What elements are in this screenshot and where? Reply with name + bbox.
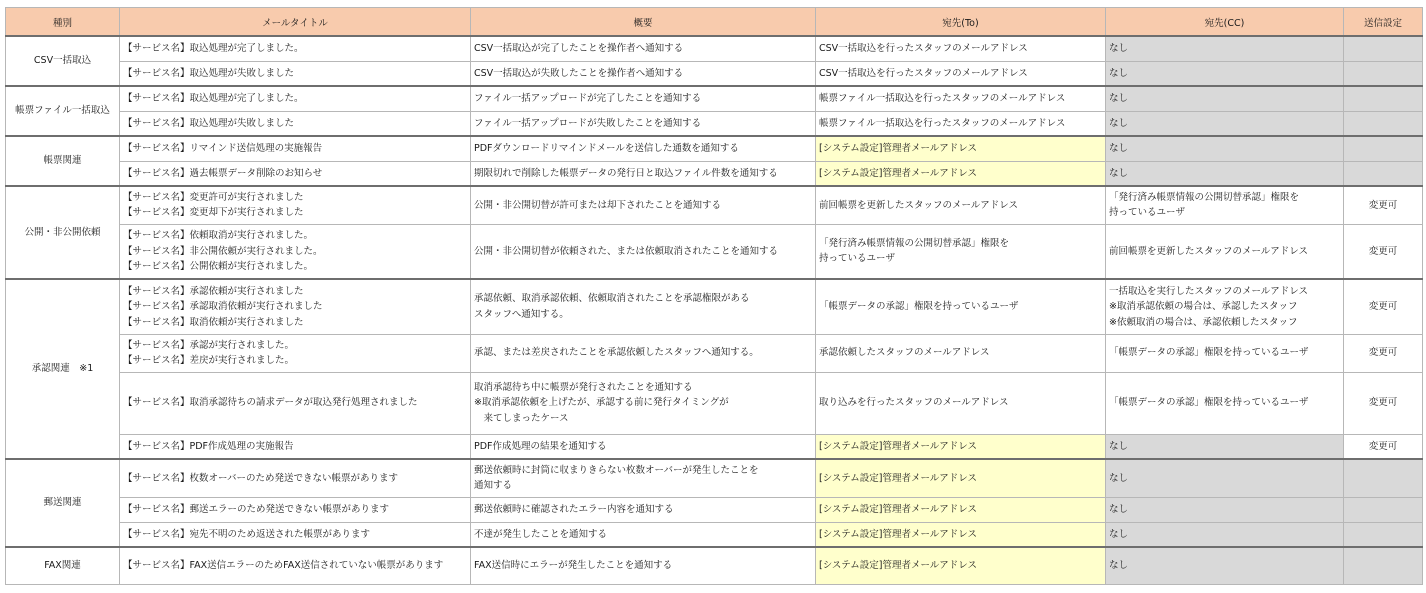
category-cell: 帳票関連 <box>6 136 120 186</box>
header-category: 種別 <box>6 8 120 37</box>
summary-cell: 期限切れで削除した帳票データの発行日と取込ファイル件数を通知する <box>471 161 816 186</box>
setting-cell: 変更可 <box>1344 334 1423 372</box>
table-row <box>6 136 1423 161</box>
to-cell: 前回帳票を更新したスタッフのメールアドレス <box>816 186 1106 224</box>
mail-title-cell: 【サービス名】郵送エラーのため発送できない帳票があります <box>120 497 471 522</box>
category-cell: 帳票ファイル一括取込 <box>6 86 120 136</box>
table-row <box>6 161 1423 186</box>
mail-title-cell: 【サービス名】取込処理が失敗しました <box>120 61 471 86</box>
setting-cell <box>1344 36 1423 61</box>
cc-cell: 「帳票データの承認」権限を持っているユーザ <box>1106 334 1344 372</box>
setting-cell: 変更可 <box>1344 434 1423 459</box>
table-row <box>6 186 1423 224</box>
category-cell: CSV一括取込 <box>6 36 120 86</box>
category-cell: FAX関連 <box>6 547 120 584</box>
setting-cell: 変更可 <box>1344 279 1423 334</box>
to-cell: CSV一括取込を行ったスタッフのメールアドレス <box>816 36 1106 61</box>
summary-cell: FAX送信時にエラーが発生したことを通知する <box>471 547 816 584</box>
summary-cell: 公開・非公開切替が依頼された、または依頼取消されたことを通知する <box>471 224 816 279</box>
mail-title-cell: 【サービス名】承認依頼が実行されました 【サービス名】承認取消依頼が実行されました 【サービス名】取消依頼が実行されました <box>120 279 471 334</box>
table-row <box>6 434 1423 459</box>
summary-cell: 取消承認待ち中に帳票が発行されたことを通知する ※取消承認依頼を上げたが、承認する前に発行タイミングが 来てしまったケース <box>471 372 816 434</box>
setting-cell <box>1344 111 1423 136</box>
summary-cell: 承認依頼、取消承認依頼、依頼取消されたことを承認権限がある スタッフへ通知する。 <box>471 279 816 334</box>
mail-notification-table <box>5 7 1423 585</box>
setting-cell <box>1344 136 1423 161</box>
mail-title-cell: 【サービス名】宛先不明のため返送された帳票があります <box>120 522 471 547</box>
mail-title-cell: 【サービス名】FAX送信エラーのためFAX送信されていない帳票があります <box>120 547 471 584</box>
to-cell: 承認依頼したスタッフのメールアドレス <box>816 334 1106 372</box>
setting-cell <box>1344 161 1423 186</box>
cc-cell: 前回帳票を更新したスタッフのメールアドレス <box>1106 224 1344 279</box>
cc-cell: なし <box>1106 459 1344 497</box>
header-summary: 概要 <box>471 8 816 37</box>
table-row <box>6 459 1423 497</box>
cc-cell: なし <box>1106 86 1344 111</box>
to-cell: CSV一括取込を行ったスタッフのメールアドレス <box>816 61 1106 86</box>
to-cell: [システム設定]管理者メールアドレス <box>816 547 1106 584</box>
cc-cell: なし <box>1106 136 1344 161</box>
cc-cell: なし <box>1106 111 1344 136</box>
setting-cell <box>1344 547 1423 584</box>
cc-cell: なし <box>1106 161 1344 186</box>
mail-title-cell: 【サービス名】PDF作成処理の実施報告 <box>120 434 471 459</box>
setting-cell <box>1344 61 1423 86</box>
cc-cell: 一括取込を実行したスタッフのメールアドレス ※取消承認依頼の場合は、承認したスタッフ ※依頼取消の場合は、承認依頼したスタッフ <box>1106 279 1344 334</box>
category-cell: 承認関連 ※1 <box>6 279 120 459</box>
header-title: メールタイトル <box>120 8 471 37</box>
header-to: 宛先(To) <box>816 8 1106 37</box>
to-cell: [システム設定]管理者メールアドレス <box>816 459 1106 497</box>
cc-cell: 「帳票データの承認」権限を持っているユーザ <box>1106 372 1344 434</box>
table-row <box>6 522 1423 547</box>
table-row <box>6 224 1423 279</box>
to-cell: 取り込みを行ったスタッフのメールアドレス <box>816 372 1106 434</box>
summary-cell: 公開・非公開切替が許可または却下されたことを通知する <box>471 186 816 224</box>
category-cell: 郵送関連 <box>6 459 120 547</box>
summary-cell: 郵送依頼時に確認されたエラー内容を通知する <box>471 497 816 522</box>
table-row <box>6 86 1423 111</box>
table-row <box>6 111 1423 136</box>
header-cc: 宛先(CC) <box>1106 8 1344 37</box>
mail-title-cell: 【サービス名】取込処理が失敗しました <box>120 111 471 136</box>
to-cell: 「帳票データの承認」権限を持っているユーザ <box>816 279 1106 334</box>
cc-cell: なし <box>1106 36 1344 61</box>
cc-cell: なし <box>1106 522 1344 547</box>
mail-title-cell: 【サービス名】枚数オーバーのため発送できない帳票があります <box>120 459 471 497</box>
cc-cell: なし <box>1106 497 1344 522</box>
summary-cell: 不達が発生したことを通知する <box>471 522 816 547</box>
mail-title-cell: 【サービス名】依頼取消が実行されました。 【サービス名】非公開依頼が実行されました。 【サービス名】公開依頼が実行されました。 <box>120 224 471 279</box>
to-cell: [システム設定]管理者メールアドレス <box>816 522 1106 547</box>
summary-cell: PDFダウンロードリマインドメールを送信した通数を通知する <box>471 136 816 161</box>
cc-cell: なし <box>1106 547 1344 584</box>
setting-cell: 変更可 <box>1344 372 1423 434</box>
cc-cell: なし <box>1106 434 1344 459</box>
mail-title-cell: 【サービス名】取込処理が完了しました。 <box>120 86 471 111</box>
cc-cell: 「発行済み帳票情報の公開切替承認」権限を 持っているユーザ <box>1106 186 1344 224</box>
mail-title-cell: 【サービス名】承認が実行されました。 【サービス名】差戻が実行されました。 <box>120 334 471 372</box>
setting-cell <box>1344 459 1423 497</box>
setting-cell <box>1344 522 1423 547</box>
to-cell: [システム設定]管理者メールアドレス <box>816 136 1106 161</box>
summary-cell: PDF作成処理の結果を通知する <box>471 434 816 459</box>
category-cell: 公開・非公開依頼 <box>6 186 120 279</box>
table-row <box>6 497 1423 522</box>
summary-cell: ファイル一括アップロードが失敗したことを通知する <box>471 111 816 136</box>
mail-title-cell: 【サービス名】取消承認待ちの請求データが取込発行処理されました <box>120 372 471 434</box>
to-cell: [システム設定]管理者メールアドレス <box>816 497 1106 522</box>
mail-title-cell: 【サービス名】変更許可が実行されました 【サービス名】変更却下が実行されました <box>120 186 471 224</box>
table-row <box>6 372 1423 434</box>
table-row <box>6 279 1423 334</box>
to-cell: 帳票ファイル一括取込を行ったスタッフのメールアドレス <box>816 111 1106 136</box>
to-cell: [システム設定]管理者メールアドレス <box>816 434 1106 459</box>
to-cell: [システム設定]管理者メールアドレス <box>816 161 1106 186</box>
mail-title-cell: 【サービス名】取込処理が完了しました。 <box>120 36 471 61</box>
table-row <box>6 334 1423 372</box>
mail-title-cell: 【サービス名】過去帳票データ削除のお知らせ <box>120 161 471 186</box>
mail-title-cell: 【サービス名】リマインド送信処理の実施報告 <box>120 136 471 161</box>
header-row <box>6 8 1423 37</box>
summary-cell: 承認、または差戻されたことを承認依頼したスタッフへ通知する。 <box>471 334 816 372</box>
summary-cell: 郵送依頼時に封筒に収まりきらない枚数オーバーが発生したことを 通知する <box>471 459 816 497</box>
table-row <box>6 61 1423 86</box>
setting-cell <box>1344 86 1423 111</box>
summary-cell: ファイル一括アップロードが完了したことを通知する <box>471 86 816 111</box>
setting-cell: 変更可 <box>1344 224 1423 279</box>
table-row <box>6 547 1423 584</box>
to-cell: 帳票ファイル一括取込を行ったスタッフのメールアドレス <box>816 86 1106 111</box>
setting-cell: 変更可 <box>1344 186 1423 224</box>
table-row <box>6 36 1423 61</box>
summary-cell: CSV一括取込が完了したことを操作者へ通知する <box>471 36 816 61</box>
to-cell: 「発行済み帳票情報の公開切替承認」権限を 持っているユーザ <box>816 224 1106 279</box>
setting-cell <box>1344 497 1423 522</box>
cc-cell: なし <box>1106 61 1344 86</box>
header-setting: 送信設定 <box>1344 8 1423 37</box>
summary-cell: CSV一括取込が失敗したことを操作者へ通知する <box>471 61 816 86</box>
